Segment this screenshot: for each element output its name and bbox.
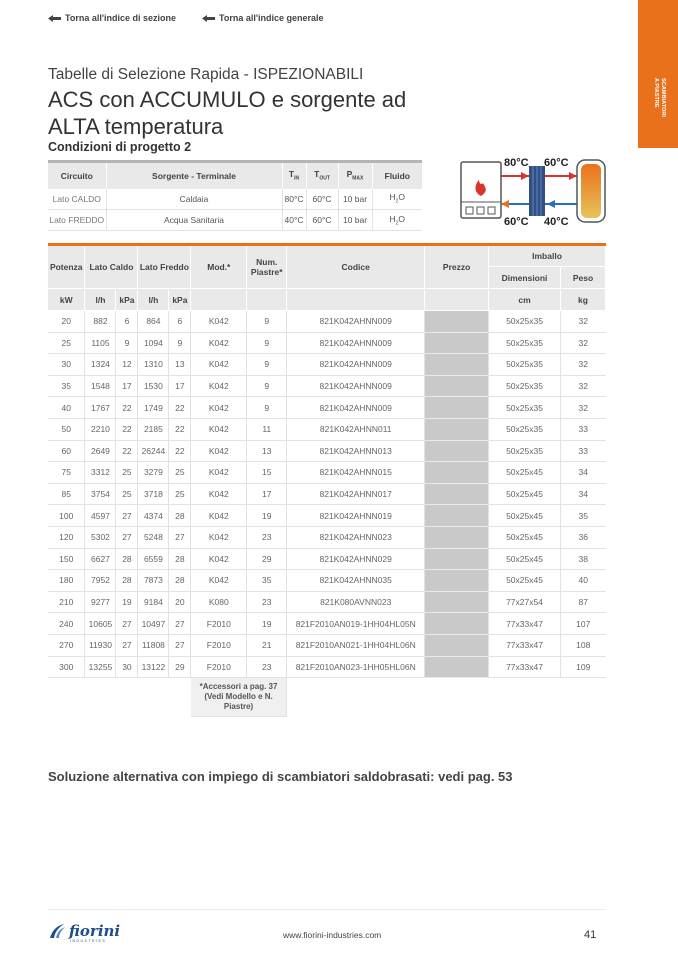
table-row (48, 418, 606, 440)
model-cell: K042 (191, 354, 247, 376)
conditions-table (48, 160, 422, 231)
table-row (48, 483, 606, 505)
p-max-cell: 10 bar (338, 210, 372, 231)
weight-cell: 109 (560, 656, 605, 678)
heat-exchanger-diagram (459, 158, 609, 230)
plates-cell: 9 (247, 375, 287, 397)
table-row (48, 354, 606, 376)
weight-cell: 32 (560, 397, 605, 419)
lh-caldo-cell: 1105 (85, 332, 116, 354)
dimensions-cell: 50x25x45 (489, 526, 561, 548)
model-cell: K042 (191, 548, 247, 570)
weight-cell: 108 (560, 634, 605, 656)
footer-divider (48, 909, 606, 910)
back-arrow-icon (202, 15, 215, 22)
table-row (48, 548, 606, 570)
price-cell (425, 332, 489, 354)
col-codice: Codice (287, 245, 425, 289)
kpa-freddo-cell: 22 (169, 440, 191, 462)
dimensions-cell: 50x25x45 (489, 548, 561, 570)
lh-caldo-cell: 1324 (85, 354, 116, 376)
weight-cell: 35 (560, 505, 605, 527)
lh-caldo-cell: 6627 (85, 548, 116, 570)
price-cell (425, 656, 489, 678)
page-title: ACS con ACCUMULO e sorgente ad ALTA temperatura (48, 87, 407, 139)
table-row (48, 311, 606, 333)
potenza-cell: 75 (48, 462, 85, 484)
kpa-caldo-cell: 25 (116, 483, 138, 505)
price-cell (425, 440, 489, 462)
lh-caldo-cell: 4597 (85, 505, 116, 527)
lh-caldo-cell: 5302 (85, 526, 116, 548)
plates-cell: 9 (247, 397, 287, 419)
potenza-cell: 120 (48, 526, 85, 548)
model-cell: K042 (191, 332, 247, 354)
code-cell: 821F2010AN021-1HH04HL06N (287, 634, 425, 656)
col-lato-freddo: Lato Freddo (138, 245, 191, 289)
col-mod: Mod.* (191, 245, 247, 289)
col-circuit: Circuito (48, 162, 106, 189)
kpa-freddo-cell: 9 (169, 332, 191, 354)
dimensions-cell: 50x25x45 (489, 570, 561, 592)
selection-table (48, 243, 606, 717)
unit-cm: cm (489, 289, 561, 311)
lh-freddo-cell: 864 (138, 311, 169, 333)
plates-cell: 13 (247, 440, 287, 462)
col-p-max: $P_{MAX}$ (338, 162, 372, 189)
lh-caldo-cell: 1548 (85, 375, 116, 397)
unit-kpa: kPa (116, 289, 138, 311)
t-out-cell: 60°C (306, 210, 338, 231)
col-lato-caldo: Lato Caldo (85, 245, 138, 289)
weight-cell: 36 (560, 526, 605, 548)
lh-freddo-cell: 10497 (138, 613, 169, 635)
price-cell (425, 311, 489, 333)
potenza-cell: 180 (48, 570, 85, 592)
kpa-freddo-cell: 28 (169, 548, 191, 570)
dimensions-cell: 50x25x35 (489, 354, 561, 376)
kpa-caldo-cell: 27 (116, 634, 138, 656)
weight-cell: 32 (560, 332, 605, 354)
code-cell: 821K042AHNN009 (287, 332, 425, 354)
table-row (48, 570, 606, 592)
code-cell: 821K042AHNN009 (287, 375, 425, 397)
dimensions-cell: 50x25x45 (489, 505, 561, 527)
kpa-caldo-cell: 22 (116, 440, 138, 462)
kpa-caldo-cell: 27 (116, 526, 138, 548)
col-fluid: Fluido (372, 162, 422, 189)
kpa-freddo-cell: 28 (169, 505, 191, 527)
lh-caldo-cell: 3312 (85, 462, 116, 484)
kpa-caldo-cell: 28 (116, 570, 138, 592)
potenza-cell: 20 (48, 311, 85, 333)
dimensions-cell: 77x27x54 (489, 591, 561, 613)
circuit-cell: Lato FREDDO (48, 210, 106, 231)
code-cell: 821K080AVNN023 (287, 591, 425, 613)
tab-label-line2: A PIASTRE (653, 78, 659, 108)
lh-caldo-cell: 7952 (85, 570, 116, 592)
unit-empty (191, 289, 247, 311)
price-cell (425, 505, 489, 527)
price-cell (425, 613, 489, 635)
back-arrow-icon (48, 15, 61, 22)
code-cell: 821K042AHNN015 (287, 462, 425, 484)
model-cell: F2010 (191, 656, 247, 678)
weight-cell: 107 (560, 613, 605, 635)
lh-freddo-cell: 3718 (138, 483, 169, 505)
kpa-caldo-cell: 6 (116, 311, 138, 333)
weight-cell: 87 (560, 591, 605, 613)
plates-cell: 23 (247, 656, 287, 678)
unit-kw: kW (48, 289, 85, 311)
lh-freddo-cell: 11808 (138, 634, 169, 656)
weight-cell: 38 (560, 548, 605, 570)
kpa-caldo-cell: 12 (116, 354, 138, 376)
circuit-cell: Lato CALDO (48, 189, 106, 210)
kpa-caldo-cell: 30 (116, 656, 138, 678)
price-cell (425, 591, 489, 613)
weight-cell: 34 (560, 483, 605, 505)
dimensions-cell: 50x25x35 (489, 418, 561, 440)
price-cell (425, 570, 489, 592)
dimensions-cell: 77x33x47 (489, 634, 561, 656)
weight-cell: 32 (560, 311, 605, 333)
lh-freddo-cell: 1310 (138, 354, 169, 376)
model-cell: F2010 (191, 613, 247, 635)
model-cell: K042 (191, 440, 247, 462)
lh-caldo-cell: 882 (85, 311, 116, 333)
dimensions-cell: 50x25x35 (489, 375, 561, 397)
potenza-cell: 50 (48, 418, 85, 440)
col-prezzo: Prezzo (425, 245, 489, 289)
weight-cell: 40 (560, 570, 605, 592)
logo-mark-icon (48, 923, 66, 939)
table-row (48, 397, 606, 419)
lh-freddo-cell: 1530 (138, 375, 169, 397)
kpa-caldo-cell: 22 (116, 418, 138, 440)
potenza-cell: 25 (48, 332, 85, 354)
price-cell (425, 462, 489, 484)
kpa-freddo-cell: 25 (169, 483, 191, 505)
plates-cell: 9 (247, 354, 287, 376)
kpa-caldo-cell: 25 (116, 462, 138, 484)
code-cell: 821K042AHNN029 (287, 548, 425, 570)
general-index-label: Torna all'indice generale (219, 13, 324, 23)
table-row (48, 613, 606, 635)
price-cell (425, 397, 489, 419)
dimensions-cell: 50x25x35 (489, 311, 561, 333)
unit-kpa: kPa (169, 289, 191, 311)
potenza-cell: 60 (48, 440, 85, 462)
table-row (48, 462, 606, 484)
price-cell (425, 375, 489, 397)
kpa-freddo-cell: 27 (169, 526, 191, 548)
conditions-title: Condizioni di progetto 2 (48, 140, 192, 154)
note-row (48, 678, 606, 717)
model-cell: K042 (191, 397, 247, 419)
kpa-freddo-cell: 6 (169, 311, 191, 333)
price-cell (425, 548, 489, 570)
t-in-cell: 40°C (282, 210, 306, 231)
lh-caldo-cell: 13255 (85, 656, 116, 678)
dimensions-cell: 50x25x45 (489, 462, 561, 484)
code-cell: 821K042AHNN009 (287, 311, 425, 333)
page-number: 41 (584, 929, 597, 941)
kpa-caldo-cell: 28 (116, 548, 138, 570)
logo-text: fiorini (69, 922, 121, 940)
potenza-cell: 30 (48, 354, 85, 376)
lh-caldo-cell: 10605 (85, 613, 116, 635)
lh-freddo-cell: 5248 (138, 526, 169, 548)
unit-kg: kg (560, 289, 605, 311)
alternative-solution-note: Soluzione alternativa con impiego di scambiatori saldobrasati: vedi pag. 53 (48, 769, 513, 784)
lh-caldo-cell: 1767 (85, 397, 116, 419)
table-row (48, 210, 422, 231)
kpa-freddo-cell: 27 (169, 613, 191, 635)
lh-caldo-cell: 11930 (85, 634, 116, 656)
t-in-cell: 80°C (282, 189, 306, 210)
code-cell: 821K042AHNN013 (287, 440, 425, 462)
weight-cell: 34 (560, 462, 605, 484)
page-subtitle: Tabelle di Selezione Rapida - ISPEZIONABILI (48, 66, 364, 83)
cold-out-temp: 60°C (504, 216, 529, 228)
plates-cell: 19 (247, 613, 287, 635)
lh-caldo-cell: 2649 (85, 440, 116, 462)
potenza-cell: 35 (48, 375, 85, 397)
model-cell: K042 (191, 526, 247, 548)
price-cell (425, 418, 489, 440)
code-cell: 821F2010AN023-1HH05HL06N (287, 656, 425, 678)
dimensions-cell: 77x33x47 (489, 613, 561, 635)
col-imballo: Imballo (489, 245, 606, 267)
model-cell: F2010 (191, 634, 247, 656)
kpa-freddo-cell: 28 (169, 570, 191, 592)
tab-label-line1: SCAMBIATORI (660, 78, 666, 117)
code-cell: 821K042AHNN023 (287, 526, 425, 548)
plates-cell: 35 (247, 570, 287, 592)
table-row (48, 656, 606, 678)
kpa-caldo-cell: 19 (116, 591, 138, 613)
table-row (48, 440, 606, 462)
lh-freddo-cell: 3279 (138, 462, 169, 484)
lh-freddo-cell: 4374 (138, 505, 169, 527)
potenza-cell: 270 (48, 634, 85, 656)
plates-cell: 11 (247, 418, 287, 440)
lh-freddo-cell: 9184 (138, 591, 169, 613)
potenza-cell: 85 (48, 483, 85, 505)
model-cell: K042 (191, 483, 247, 505)
col-dimensioni: Dimensioni (489, 267, 561, 289)
kpa-caldo-cell: 17 (116, 375, 138, 397)
general-index-link[interactable] (202, 13, 324, 23)
weight-cell: 33 (560, 418, 605, 440)
accessories-note: *Accessori a pag. 37 (Vedi Modello e N. Piastre) (191, 678, 287, 717)
lh-caldo-cell: 2210 (85, 418, 116, 440)
fluid-cell: $H_2O$ (372, 210, 422, 231)
section-index-label: Torna all'indice di sezione (65, 13, 176, 23)
kpa-caldo-cell: 27 (116, 613, 138, 635)
dimensions-cell: 50x25x35 (489, 332, 561, 354)
dimensions-cell: 50x25x35 (489, 440, 561, 462)
price-cell (425, 483, 489, 505)
price-cell (425, 526, 489, 548)
empty-cell (48, 678, 191, 717)
section-tab-label (648, 78, 666, 117)
table-row (48, 526, 606, 548)
weight-cell: 32 (560, 375, 605, 397)
kpa-freddo-cell: 29 (169, 656, 191, 678)
table-row (48, 591, 606, 613)
col-source: Sorgente - Terminale (106, 162, 282, 189)
dimensions-cell: 50x25x35 (489, 397, 561, 419)
section-side-tab[interactable] (638, 0, 678, 148)
hot-out-temp: 60°C (544, 157, 569, 169)
section-index-link[interactable] (48, 13, 176, 23)
potenza-cell: 240 (48, 613, 85, 635)
kpa-freddo-cell: 22 (169, 418, 191, 440)
p-max-cell: 10 bar (338, 189, 372, 210)
col-num-piastre: Num. Piastre* (247, 245, 287, 289)
plates-cell: 23 (247, 591, 287, 613)
kpa-freddo-cell: 13 (169, 354, 191, 376)
cold-in-temp: 40°C (544, 216, 569, 228)
plates-cell: 29 (247, 548, 287, 570)
potenza-cell: 40 (48, 397, 85, 419)
dimensions-cell: 77x33x47 (489, 656, 561, 678)
model-cell: K042 (191, 375, 247, 397)
weight-cell: 33 (560, 440, 605, 462)
kpa-freddo-cell: 25 (169, 462, 191, 484)
plates-cell: 9 (247, 332, 287, 354)
model-cell: K042 (191, 570, 247, 592)
lh-freddo-cell: 1749 (138, 397, 169, 419)
col-potenza: Potenza (48, 245, 85, 289)
lh-freddo-cell: 13122 (138, 656, 169, 678)
weight-cell: 32 (560, 354, 605, 376)
plates-cell: 21 (247, 634, 287, 656)
system-diagram (459, 158, 609, 230)
top-navigation (48, 13, 324, 23)
table-row (48, 634, 606, 656)
potenza-cell: 150 (48, 548, 85, 570)
lh-freddo-cell: 7873 (138, 570, 169, 592)
table-row (48, 332, 606, 354)
kpa-caldo-cell: 27 (116, 505, 138, 527)
fluid-cell: $H_2O$ (372, 189, 422, 210)
plates-cell: 9 (247, 311, 287, 333)
logo-subtext: INDUSTRIES (70, 939, 107, 943)
source-cell: Caldaia (106, 189, 282, 210)
col-t-in: $T_{IN}$ (282, 162, 306, 189)
kpa-freddo-cell: 17 (169, 375, 191, 397)
kpa-freddo-cell: 22 (169, 397, 191, 419)
plates-cell: 23 (247, 526, 287, 548)
table-row (48, 505, 606, 527)
empty-cell (287, 678, 606, 717)
model-cell: K042 (191, 462, 247, 484)
kpa-freddo-cell: 27 (169, 634, 191, 656)
plates-cell: 17 (247, 483, 287, 505)
t-out-cell: 60°C (306, 189, 338, 210)
unit-empty (247, 289, 287, 311)
code-cell: 821K042AHNN019 (287, 505, 425, 527)
source-cell: Acqua Sanitaria (106, 210, 282, 231)
lh-caldo-cell: 9277 (85, 591, 116, 613)
kpa-caldo-cell: 9 (116, 332, 138, 354)
code-cell: 821K042AHNN009 (287, 397, 425, 419)
code-cell: 821K042AHNN011 (287, 418, 425, 440)
code-cell: 821F2010AN019-1HH04HL05N (287, 613, 425, 635)
unit-lh: l/h (85, 289, 116, 311)
kpa-freddo-cell: 20 (169, 591, 191, 613)
kpa-caldo-cell: 22 (116, 397, 138, 419)
lh-freddo-cell: 2185 (138, 418, 169, 440)
potenza-cell: 100 (48, 505, 85, 527)
table-row (48, 375, 606, 397)
model-cell: K080 (191, 591, 247, 613)
code-cell: 821K042AHNN009 (287, 354, 425, 376)
table-row (48, 189, 422, 210)
model-cell: K042 (191, 505, 247, 527)
fiorini-logo[interactable] (48, 922, 121, 943)
hot-in-temp: 80°C (504, 157, 529, 169)
col-peso: Peso (560, 267, 605, 289)
potenza-cell: 300 (48, 656, 85, 678)
model-cell: K042 (191, 418, 247, 440)
unit-lh: l/h (138, 289, 169, 311)
potenza-cell: 210 (48, 591, 85, 613)
lh-freddo-cell: 6559 (138, 548, 169, 570)
model-cell: K042 (191, 311, 247, 333)
price-cell (425, 634, 489, 656)
code-cell: 821K042AHNN035 (287, 570, 425, 592)
code-cell: 821K042AHNN017 (287, 483, 425, 505)
lh-caldo-cell: 3754 (85, 483, 116, 505)
col-t-out: $T_{OUT}$ (306, 162, 338, 189)
plates-cell: 15 (247, 462, 287, 484)
lh-freddo-cell: 26244 (138, 440, 169, 462)
plates-cell: 19 (247, 505, 287, 527)
website-link[interactable]: www.fiorini-industries.com (283, 930, 382, 940)
dimensions-cell: 50x25x45 (489, 483, 561, 505)
unit-empty (425, 289, 489, 311)
unit-empty (287, 289, 425, 311)
lh-freddo-cell: 1094 (138, 332, 169, 354)
price-cell (425, 354, 489, 376)
